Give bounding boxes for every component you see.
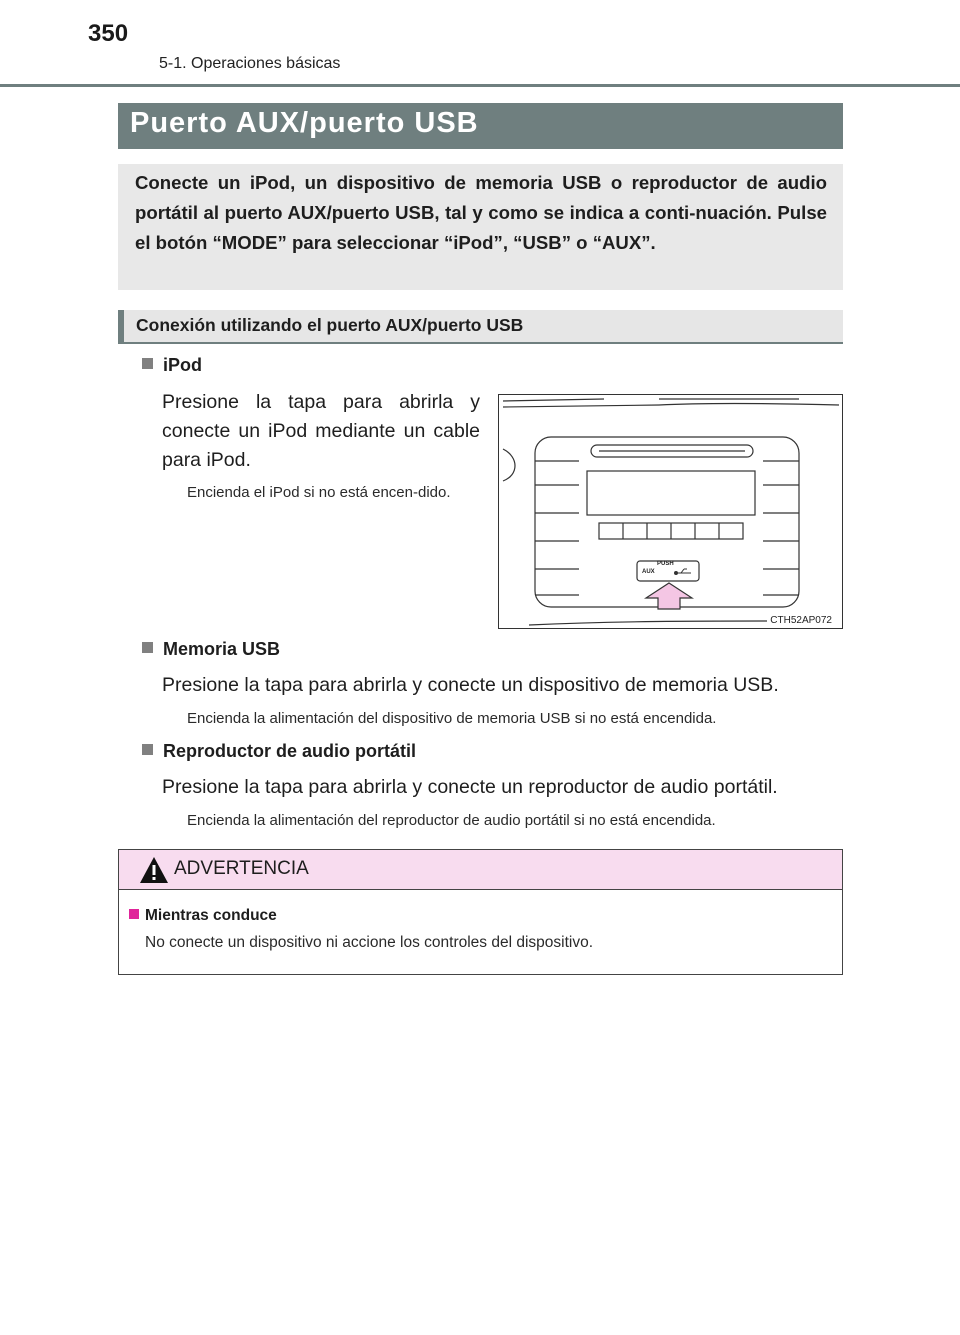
item-heading-text: Memoria USB: [163, 639, 281, 659]
item-heading-usb: [142, 639, 280, 660]
page-title: Puerto AUX/puerto USB: [130, 107, 479, 139]
warning-triangle-icon: [139, 856, 169, 884]
item-note-portable: Encienda la alimentación del reproductor de audio portátil si no está encendida.: [187, 812, 716, 829]
item-note-usb: Encienda la alimentación del dispositivo de memoria USB si no está encendida.: [187, 710, 717, 727]
bullet-square-icon: [142, 642, 153, 653]
item-heading-ipod: [142, 355, 202, 376]
push-label: PUSH: [657, 561, 674, 567]
item-heading-portable: [142, 741, 416, 762]
header-rule: [0, 84, 960, 87]
subsection-accent: [118, 310, 124, 344]
page-number: 350: [88, 20, 129, 47]
bullet-square-icon: [142, 744, 153, 755]
usb-icon: [675, 569, 692, 575]
item-body-ipod: Presione la tapa para abrirla y conecte un iPod mediante un cable para iPod.: [162, 391, 480, 471]
warning-subheading-text: Mientras conduce: [145, 907, 277, 924]
section-label: 5-1. Operaciones básicas: [159, 55, 341, 72]
item-heading-text: iPod: [163, 355, 202, 375]
intro-text: Conecte un iPod, un dispositivo de memoria USB o reproductor de audio portátil al puerto AUX/puerto USB, tal y como se indica a conti-nuación. Pulse el botón “MODE” para seleccionar “iPod”, “USB” o “AUX”.: [135, 172, 827, 253]
warning-title: ADVERTENCIA: [174, 858, 309, 879]
item-note-ipod: Encienda el iPod si no está encen-dido.: [187, 484, 451, 501]
subsection-title: Conexión utilizando el puerto AUX/puerto USB: [136, 315, 524, 335]
aux-label: AUX: [642, 569, 655, 575]
warning-subheading: [129, 907, 277, 925]
item-body-portable: Presione la tapa para abrirla y conecte un reproductor de audio portátil.: [162, 776, 778, 798]
bullet-square-icon: [142, 358, 153, 369]
figure-code: CTH52AP072: [770, 615, 832, 626]
item-heading-text: Reproductor de audio portátil: [163, 741, 417, 761]
arrow-up-icon: [646, 583, 692, 609]
warning-text: No conecte un dispositivo ni accione los controles del dispositivo.: [145, 934, 594, 951]
radio-illustration: [498, 394, 843, 629]
bullet-square-icon: [129, 909, 139, 919]
radio-panel-drawing: [499, 395, 842, 628]
item-body-usb: Presione la tapa para abrirla y conecte un dispositivo de memoria USB.: [162, 674, 779, 696]
